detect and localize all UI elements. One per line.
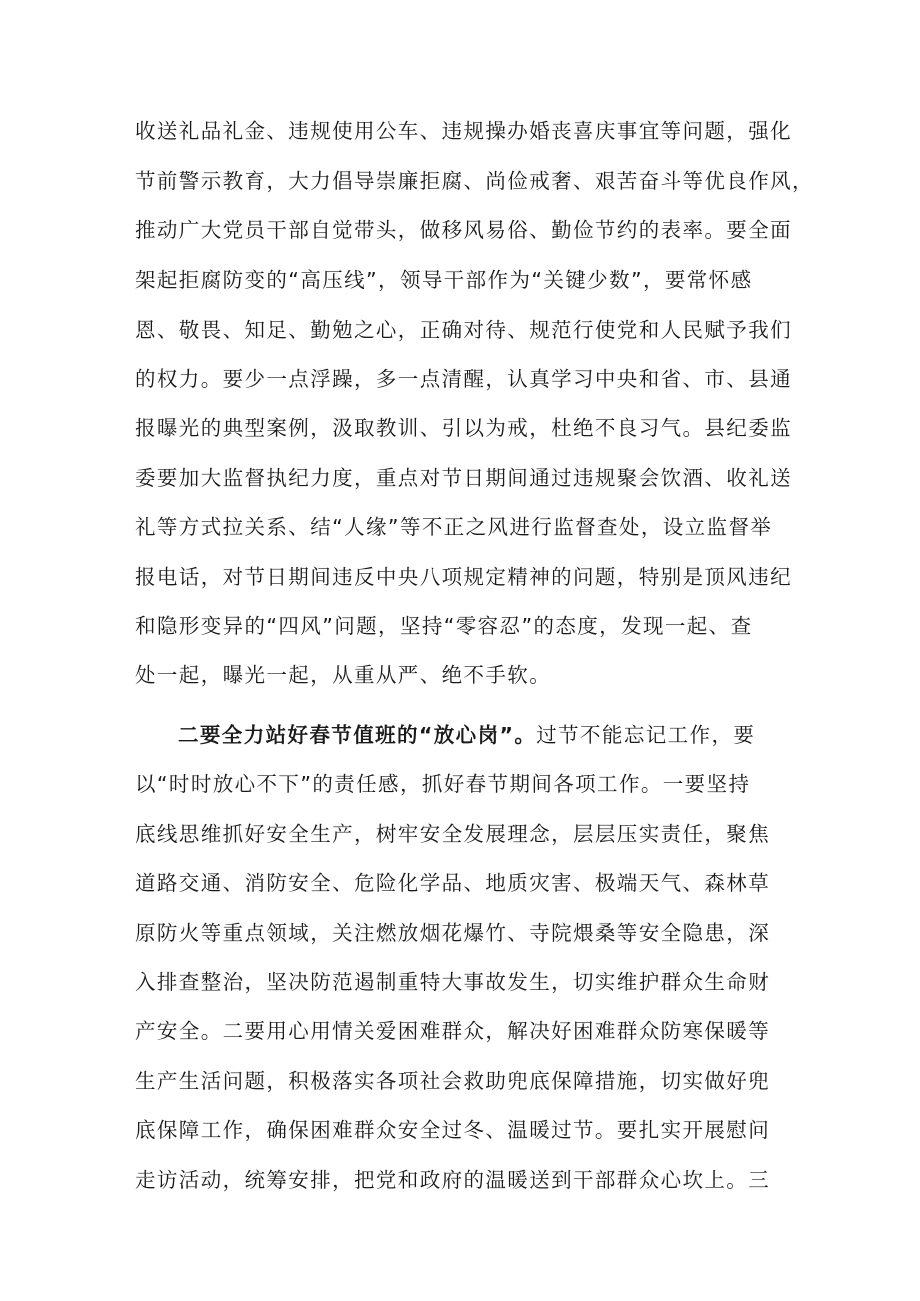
- text-line-8: 委要加大监督执纪力度，重点对节日期间通过违规聚会饮酒、收礼送: [135, 466, 792, 490]
- text-line-p2-10: 走访活动，统筹安排，把党和政府的温暖送到干部群众心坎上。三: [135, 1168, 771, 1192]
- text-line-6: 的权力。要少一点浮躁，多一点清醒，认真学习中央和省、市、县通: [135, 367, 792, 391]
- text-line-p2-2: 以“时时放心不下”的责任感，抓好春节期间各项工作。一要坚持: [135, 772, 751, 796]
- paragraph-2-first-line: [178, 711, 838, 759]
- text-line-p2-7: 产安全。二要用心用情关爱困难群众，解决好困难群众防寒保暖等: [135, 1019, 771, 1043]
- text-line-p2-4: 道路交通、消防安全、危险化学品、地质灾害、极端天气、森林草: [135, 871, 771, 895]
- text-line-11: 和隐形变异的“四风”问题，坚持“零容忍”的态度，发现一起、查: [135, 614, 753, 638]
- text-line-3: 推动广大党员干部自觉带头，做移风易俗、勤俭节约的表率。要全面: [135, 218, 792, 242]
- text-line-12: 处一起，曝光一起，从重从严、绝不手软。: [135, 663, 552, 687]
- text-line-p2-3: 底线思维抓好安全生产，树牢安全发展理念，层层压实责任，聚焦: [135, 822, 771, 846]
- text-line-p2-8: 生产生活问题，积极落实各项社会救助兜底保障措施，切实做好兜: [135, 1069, 771, 1093]
- text-line-4: 架起拒腐防变的“高压线”，领导干部作为“关键少数”，要常怀感: [135, 268, 753, 292]
- text-line-p2-6: 入排查整治，坚决防范遏制重特大事故发生，切实维护群众生命财: [135, 970, 771, 994]
- text-line-9: 礼等方式拉关系、结“人缘”等不正之风进行监督查处，设立监督举: [135, 515, 773, 539]
- paragraph-2-heading: 二要全力站好春节值班的“放心岗”。: [178, 723, 537, 747]
- text-line-1: 收送礼品礼金、违规使用公车、违规操办婚丧喜庆事宜等问题，强化: [135, 119, 792, 143]
- paragraph-2-first-rest: 过节不能忘记工作，要: [536, 723, 756, 747]
- text-line-p2-5: 原防火等重点领域，关注燃放烟花爆竹、寺院煨桑等安全隐患，深: [135, 921, 771, 945]
- text-line-10: 报电话，对节日期间违反中央八项规定精神的问题，特别是顶风违纪: [135, 565, 792, 589]
- text-line-5: 恩、敬畏、知足、勤勉之心，正确对待、规范行使党和人民赋予我们: [135, 318, 792, 342]
- text-line-p2-9: 底保障工作，确保困难群众安全过冬、温暖过节。要扎实开展慰问: [135, 1118, 771, 1142]
- text-line-7: 报曝光的典型案例，汲取教训、引以为戒，杜绝不良习气。县纪委监: [135, 416, 792, 440]
- text-line-2: 节前警示教育，大力倡导崇廉拒腐、尚俭戒奢、艰苦奋斗等优良作风，: [135, 169, 814, 193]
